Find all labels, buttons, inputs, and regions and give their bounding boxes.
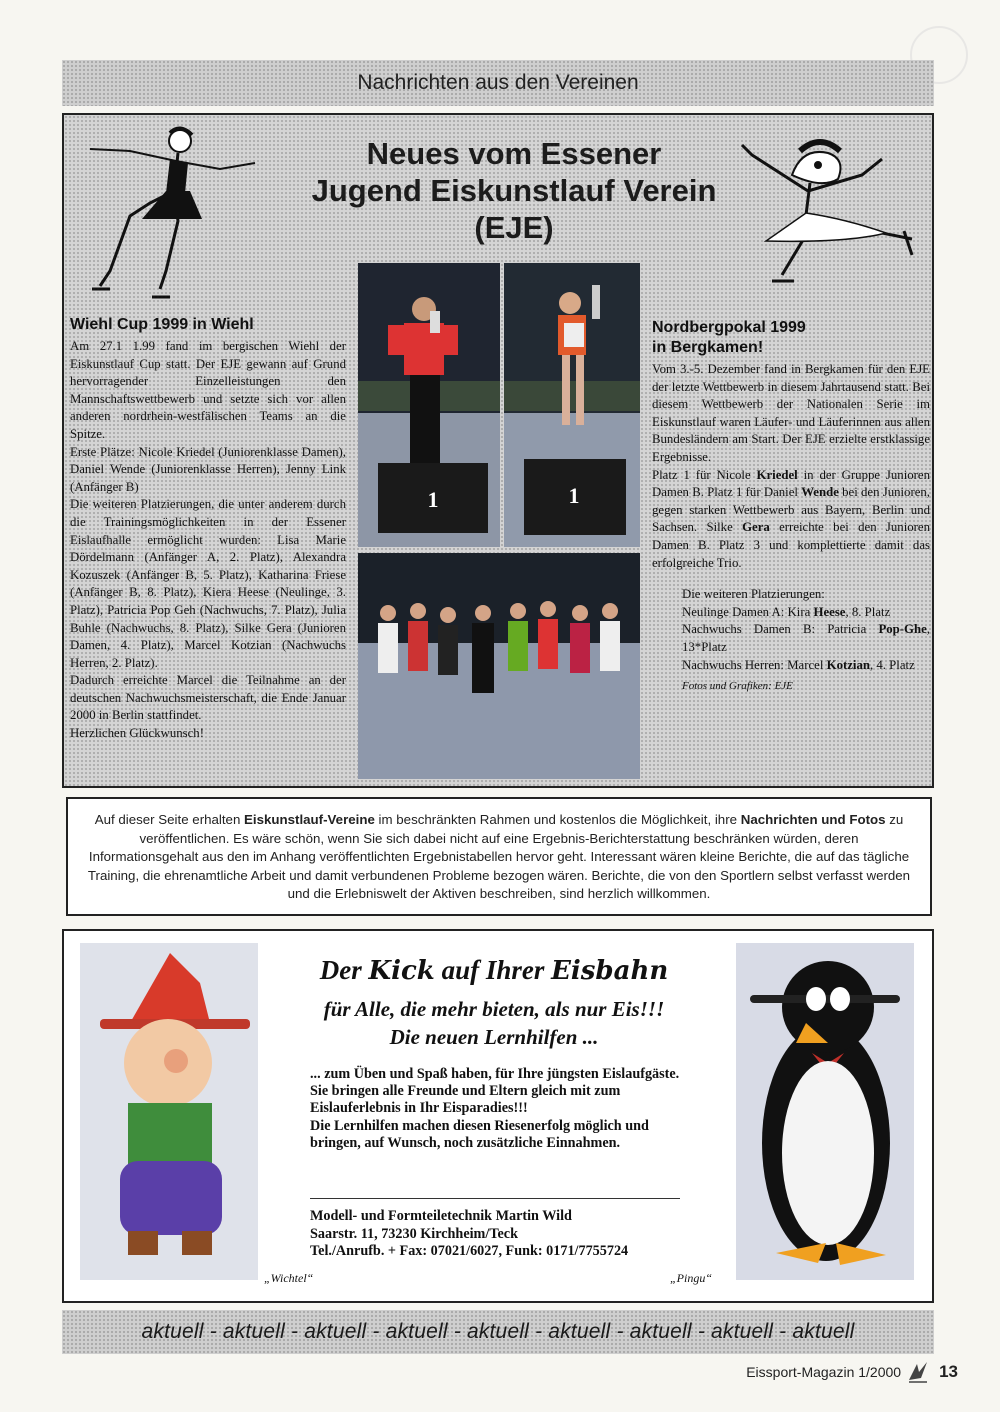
article-headline [254, 135, 774, 246]
notice-box [66, 797, 932, 916]
placement-kotzian-name: Kotzian [826, 657, 870, 672]
ad-body-2: Sie bringen alle Freunde und Eltern gleich mit zum Eislauferlebnis in Ihr Eisparadies!!! [310, 1083, 621, 1117]
photo-podium-boy [358, 263, 500, 547]
headline-line-2: Jugend Eiskunstlauf Verein [311, 173, 717, 208]
left-heading: Wiehl Cup 1999 in Wiehl [70, 316, 254, 333]
ad-title-c: auf Ihrer [434, 955, 552, 985]
right-column [652, 318, 930, 696]
notice-text-1: Auf dieser Seite erhalten [94, 812, 245, 827]
further-placements-title: Die weiteren Platzierungen: [682, 587, 825, 602]
ad-title-eisbahn: Eisbahn [551, 956, 669, 986]
placement-heese-rank: , 8. Platz [845, 604, 891, 619]
left-paragraph-3: Die weiteren Platzierungen, die unter anderem durch die Trainingsmöglichkeiten in der Essener Eislaufhalle ermöglicht wurden: Lisa Marie Dördelmann (Anfänger A, 2. Platz), Alexandra Kozuszek (Anfänger B, 5. Platz), Katharina Friese (Anfänger B, 8. Platz), Kiera Heese (Neulinge, 3. Platz), Patricia Pop Geh (Nachwuchs, 7. Platz), Julia Buhle (Nachwuchs, 8. Platz), Silke Gera (Junioren Damen, 4. Platz), Marcel Kotzian (Nachwuchs Herren, 2. Platz). [70, 497, 346, 670]
headline-line-1: Neues vom Essener [366, 136, 662, 171]
contact-phone: Tel./Anrufb. + Fax: 07021/6027, Funk: 0171/7755724 [310, 1243, 629, 1259]
further-placements [652, 586, 930, 674]
ad-body-3: Die Lernhilfen machen diesen Riesenerfolg möglich und bringen, auf Wunsch, noch zusätzliche Einnahmen. [310, 1117, 649, 1151]
podium-number-1b: 1 [568, 483, 580, 508]
photo-podium-girl [504, 263, 640, 547]
photo-team-group [358, 553, 640, 779]
page-footer [746, 1360, 958, 1384]
notice-bold-clubs: Eiskunstlauf-Vereine [244, 812, 375, 827]
notice-text-2: im beschränkten Rahmen und kostenlos die Möglichkeit, ihre [374, 812, 741, 827]
advertisement [62, 929, 934, 1303]
left-paragraph-4: Dadurch erreichte Marcel die Teilnahme an der deutschen Nachwuchsmeisterschaft, die Ende Januar 2000 in Berlin stattfindet. [70, 673, 346, 723]
left-paragraph-1: Am 27.1 1.99 fand im bergischen Wiehl der Eiskunstlauf Cup statt. Der EJE gewann auf Grund hervorragender Einzelleistungen den Mannschaftswettbewerb und setzte sich vor allen anderen nordrhein-westfälischen Teams an die Spitze. [70, 339, 346, 441]
wichtel-figure-photo [80, 943, 258, 1280]
ad-contact [310, 1208, 690, 1261]
placement-pop-ghe-label: Nachwuchs Damen B: Patricia [682, 622, 879, 637]
magazine-logo-icon [907, 1360, 929, 1384]
contact-company: Modell- und Formteiletechnik Martin Wild [310, 1208, 572, 1224]
ad-divider [310, 1198, 680, 1199]
left-column [70, 315, 346, 743]
section-header-title: Nachrichten aus den Vereinen [357, 71, 639, 94]
contact-address: Saarstr. 11, 73230 Kirchheim/Teck [310, 1225, 518, 1242]
ad-subtitle [264, 995, 724, 1051]
placement-pop-ghe-name: Pop-Ghe [878, 622, 927, 637]
bottom-band-text: aktuell - aktuell - aktuell - aktuell - aktuell - aktuell - aktuell - aktuell - aktuell [141, 1320, 855, 1343]
name-gera: Gera [742, 520, 770, 535]
headline-line-3: (EJE) [474, 210, 554, 245]
p2c: in der Gruppe Junioren Damen B. Platz 1 für Daniel [652, 467, 930, 500]
right-heading-line-2: in Bergkamen! [652, 339, 764, 356]
right-paragraph-1: Vom 3.-5. Dezember fand in Bergkamen für den EJE der letzte Wettbewerb in diesem Jahrtausend statt. Bei diesem Wettbewerb der Nationalen Serie im Eiskunstlauf waren Läufer- und Läuferinnen aus allen Bundesländern am Start. Der EJE erzielte erstklassige Ergebnisse. [652, 362, 930, 464]
placement-heese-label: Neulinge Damen A: Kira [682, 604, 814, 619]
ad-title [264, 955, 724, 986]
placement-kotzian-label: Nachwuchs Herren: Marcel [682, 657, 827, 672]
page-number: 13 [939, 1362, 958, 1381]
right-heading-line-1: Nordbergpokal 1999 [652, 319, 806, 336]
placement-heese-name: Heese [813, 604, 846, 619]
photo-credit: Fotos und Grafiken: EJE [682, 680, 793, 693]
placement-pop-ghe [682, 621, 930, 656]
ad-title-a: Der [319, 955, 369, 985]
ad-subtitle-1: für Alle, die mehr bieten, als nur Eis!!! [323, 997, 665, 1021]
left-paragraph-2: Erste Plätze: Nicole Kriedel (Juniorenklasse Damen), Daniel Wende (Juniorenklasse Herren), Jenny Link (Anfänger B) [70, 444, 346, 494]
placement-heese [682, 604, 930, 622]
bottom-band [62, 1310, 934, 1354]
caption-wichtel: „Wichtel“ [264, 1271, 314, 1285]
left-paragraph-5: Herzlichen Glückwunsch! [70, 726, 204, 741]
caption-pingu: „Pingu“ [670, 1271, 713, 1285]
magazine-issue: Eissport-Magazin 1/2000 [746, 1364, 902, 1380]
placement-kotzian-rank: , 4. Platz [869, 657, 915, 672]
name-kriedel: Kriedel [756, 467, 798, 482]
right-paragraph-2 [652, 467, 930, 573]
placement-pop-ghe-rank: , 13*Platz [682, 622, 930, 654]
notice-text-3: zu veröffentlichen. Es wäre schön, wenn Sie sich dabei nicht auf eine Ergebnis-Berichterstattung beschränken würden, deren Informationsgehalt aus den im Anhang veröffentlichten Ergebnistabellen hervor geht. Interessant wären kleine Berichte, die auf das tägliche Training, die ehrenamtliche Arbeit und damit verbundenen Probleme bezogen wären. Berichte, die von den Sportlern selbst verfasst werden und die Erlebniswelt der Aktiven beschreiben, sind herzlich willkommen. [87, 812, 911, 901]
club-article [62, 113, 934, 788]
p2e: bei den Junioren, gegen starken Wettbewerb aus Bayern, Berlin und Sachsen. Silke [652, 485, 930, 535]
section-header [62, 60, 934, 106]
podium-number-1: 1 [427, 487, 439, 512]
p2a: Platz 1 für Nicole [652, 467, 757, 482]
notice-bold-news: Nachrichten und Fotos [740, 812, 886, 827]
pingu-figure-photo [736, 943, 914, 1280]
skater-girl-illustration [70, 121, 260, 306]
ad-title-kick: Kick [368, 956, 435, 986]
ad-subtitle-2: Die neuen Lernhilfen ... [389, 1025, 599, 1049]
name-wende: Wende [801, 485, 839, 500]
p2g: erreichte bei den Junioren Damen B. Platz 3 und komplettierte damit das erfolgreiche Trio. [652, 520, 930, 570]
right-heading [652, 318, 930, 358]
ad-body [310, 1066, 680, 1152]
ad-body-1: ... zum Üben und Spaß haben, für Ihre jüngsten Eislaufgäste. [310, 1066, 680, 1082]
placement-kotzian [682, 657, 930, 675]
